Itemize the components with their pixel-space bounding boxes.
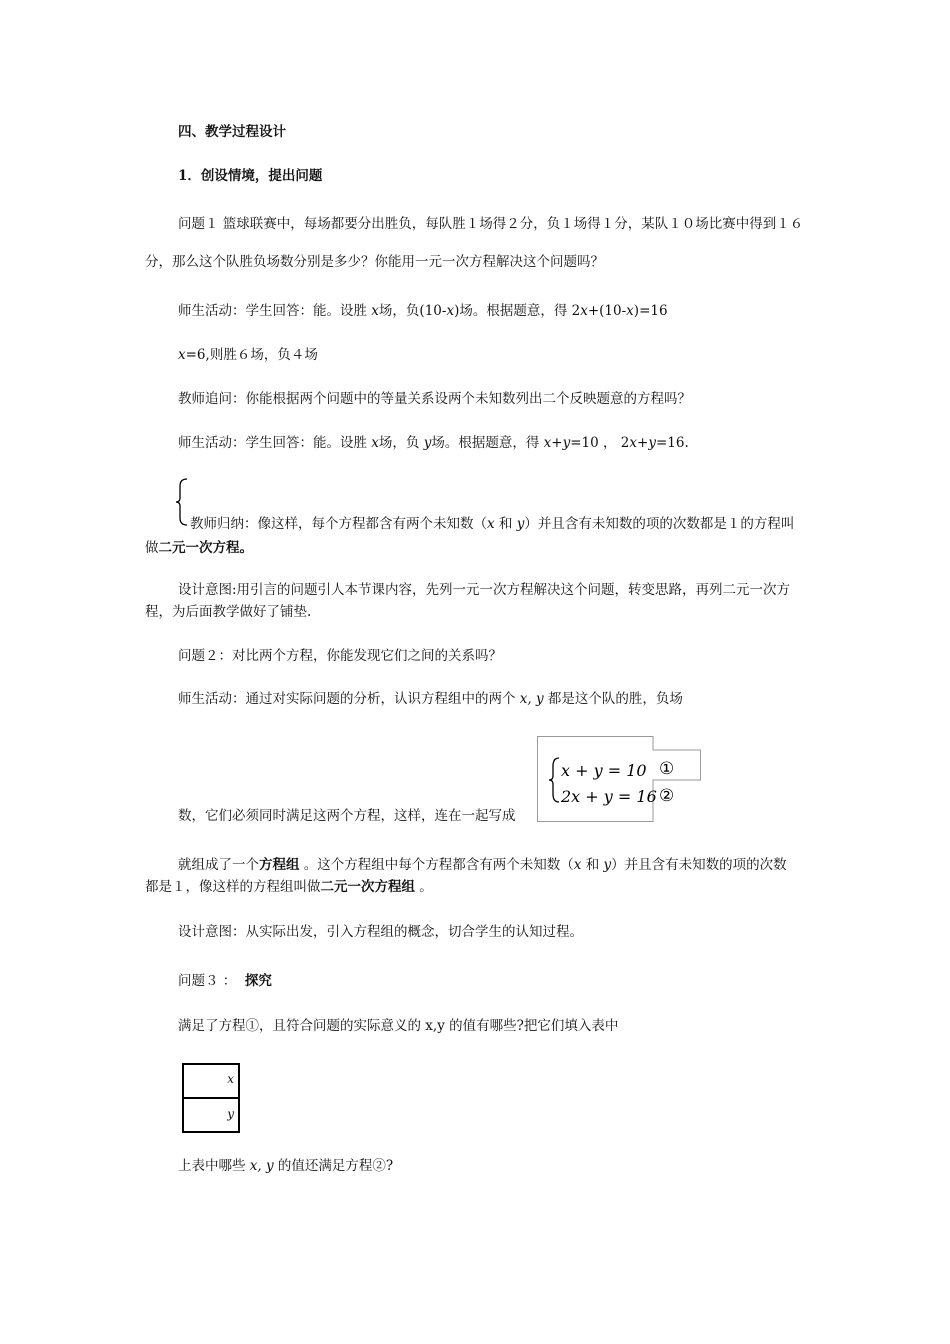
explore-prompt: 满足了方程①，且符合问题的实际意义的 x,y 的值有哪些?把它们填入表中 xyxy=(178,1018,619,1034)
term-linear-equation-two-vars: 二元一次方程。 xyxy=(158,540,253,556)
equation-1: x + y = 10 xyxy=(561,761,647,780)
design-intent-2: 设计意图：从实际出发，引入方程组的概念，切合学生的认知过程。 xyxy=(178,924,583,940)
equation-1-mark: ① xyxy=(659,759,675,779)
equation-2: 2x + y = 16 xyxy=(561,787,657,806)
activity-2: 师生活动：学生回答：能。设胜 x场，负 y场。根据题意，得 x+y=10 ， 2x+y=16. xyxy=(178,435,689,451)
equation-system-image xyxy=(537,736,701,822)
value-table xyxy=(182,1063,240,1133)
table-row-y: y xyxy=(227,1107,234,1121)
final-question: 上表中哪些 x, y 的值还满足方程②? xyxy=(178,1158,394,1174)
design-intent-1: 设计意图:用引言的问题引人本节课内容，先列一元一次方程解决这个问题，转变思路，再列二元一次方程，为后面教学做好了铺垫. xyxy=(145,582,791,620)
teacher-summary-cont: 做二元一次方程。 xyxy=(145,540,253,556)
activity-3: 师生活动：通过对实际问题的分析，认识方程组中的两个 x, y 都是这个队的胜，负场 xyxy=(178,691,683,707)
curly-brace xyxy=(174,478,188,526)
question-3: 问题３ ： 探究 xyxy=(178,973,272,989)
system-definition-cont: 都是１，像这样的方程组叫做二元一次方程组 。 xyxy=(145,879,433,895)
activity-1: 师生活动：学生回答：能。设胜 x场，负(10-x)场。根据题意，得 2x+(10-x)=16 xyxy=(178,303,668,319)
activity-1-result: x=6,则胜６场，负４场 xyxy=(178,347,318,363)
subsection-heading: 1．创设情境，提出问题 xyxy=(178,168,323,184)
term-system: 方程组 xyxy=(259,857,300,873)
write-as-line: 数，它们必须同时满足这两个方程，这样，连在一起写成 xyxy=(178,808,516,824)
question-1-line-1: 问题１ 篮球联赛中，每场都要分出胜负，每队胜１场得２分，负１场得１分，某队１０场比赛中得到１６ xyxy=(178,216,804,232)
section-heading: 四、教学过程设计 xyxy=(178,124,286,140)
term-linear-system: 二元一次方程组 xyxy=(320,879,415,895)
question-2: 问题２：对比两个方程，你能发现它们之间的关系吗？ xyxy=(178,648,502,664)
teacher-follow-up: 教师追问：你能根据两个问题中的等量关系设两个未知数列出二个反映题意的方程吗？ xyxy=(178,391,691,407)
teacher-summary: 教师归纳：像这样，每个方程都含有两个未知数（x 和 y）并且含有未知数的项的次数都是１的方程叫 xyxy=(190,516,795,532)
table-row-x: x xyxy=(184,1065,240,1099)
system-definition: 就组成了一个方程组 。这个方程组中每个方程都含有两个未知数（x 和 y）并且含有未知数的项的次数 xyxy=(178,857,787,873)
question-1-line-2: 分，那么这个队胜负场数分别是多少？你能用一元一次方程解决这个问题吗？ xyxy=(145,254,604,270)
equation-2-mark: ② xyxy=(659,786,675,806)
